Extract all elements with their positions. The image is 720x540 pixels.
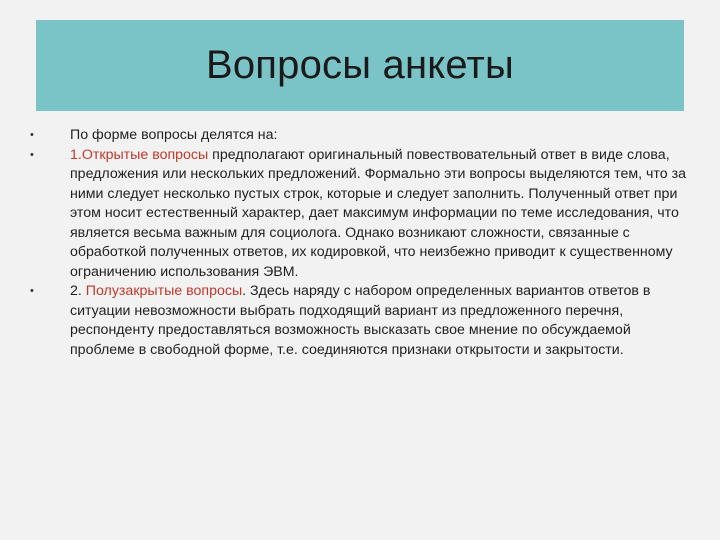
bullet-dot-icon: • [30, 285, 34, 297]
title-band [36, 20, 684, 111]
slide-title: Вопросы анкеты [205, 43, 514, 87]
bullet-body: предполагают оригинальный повествовательный ответ в виде слова, предложения или нескольких предложений. Формально эти вопросы выделяются тем, что за ними следует несколько пустых строк, которые и следует заполнить. Полученный ответ при этом носит естественный характер, дает максимум информации по теме исследования, что является весьма важным для социолога. Однако возникают сложности, связанные с обработкой полученных ответов, их кодировкой, что неизбежно приводит к существенному ограничению использования ЭВМ. [70, 146, 686, 280]
bullet-prefix: 2. [70, 283, 86, 299]
bullet-item [28, 282, 688, 360]
bullet-text [70, 146, 688, 283]
bullet-item [28, 146, 688, 283]
bullet-text [70, 126, 688, 146]
bullet-prefix: 1. [70, 146, 82, 163]
bullet-body: . Здесь наряду с набором определенных вариантов ответов в ситуации невозможности выбрать подходящий вариант из предложенного перечня, респонденту предоставляться возможность высказать свое мнение по обсуждаемой проблеме в свободной форме, т.е. соединяются признаки открытости и закрытости. [70, 283, 651, 358]
bullet-text [70, 282, 688, 360]
bullet-body: По форме вопросы делятся на: [70, 127, 278, 143]
bullet-highlight: Открытые вопросы [81, 146, 209, 163]
bullet-dot-icon: • [30, 129, 34, 141]
bullet-highlight: Полузакрытые вопросы [85, 283, 243, 299]
slide-body [28, 126, 688, 360]
bullet-dot-icon: • [30, 148, 34, 161]
bullet-item [28, 126, 688, 146]
